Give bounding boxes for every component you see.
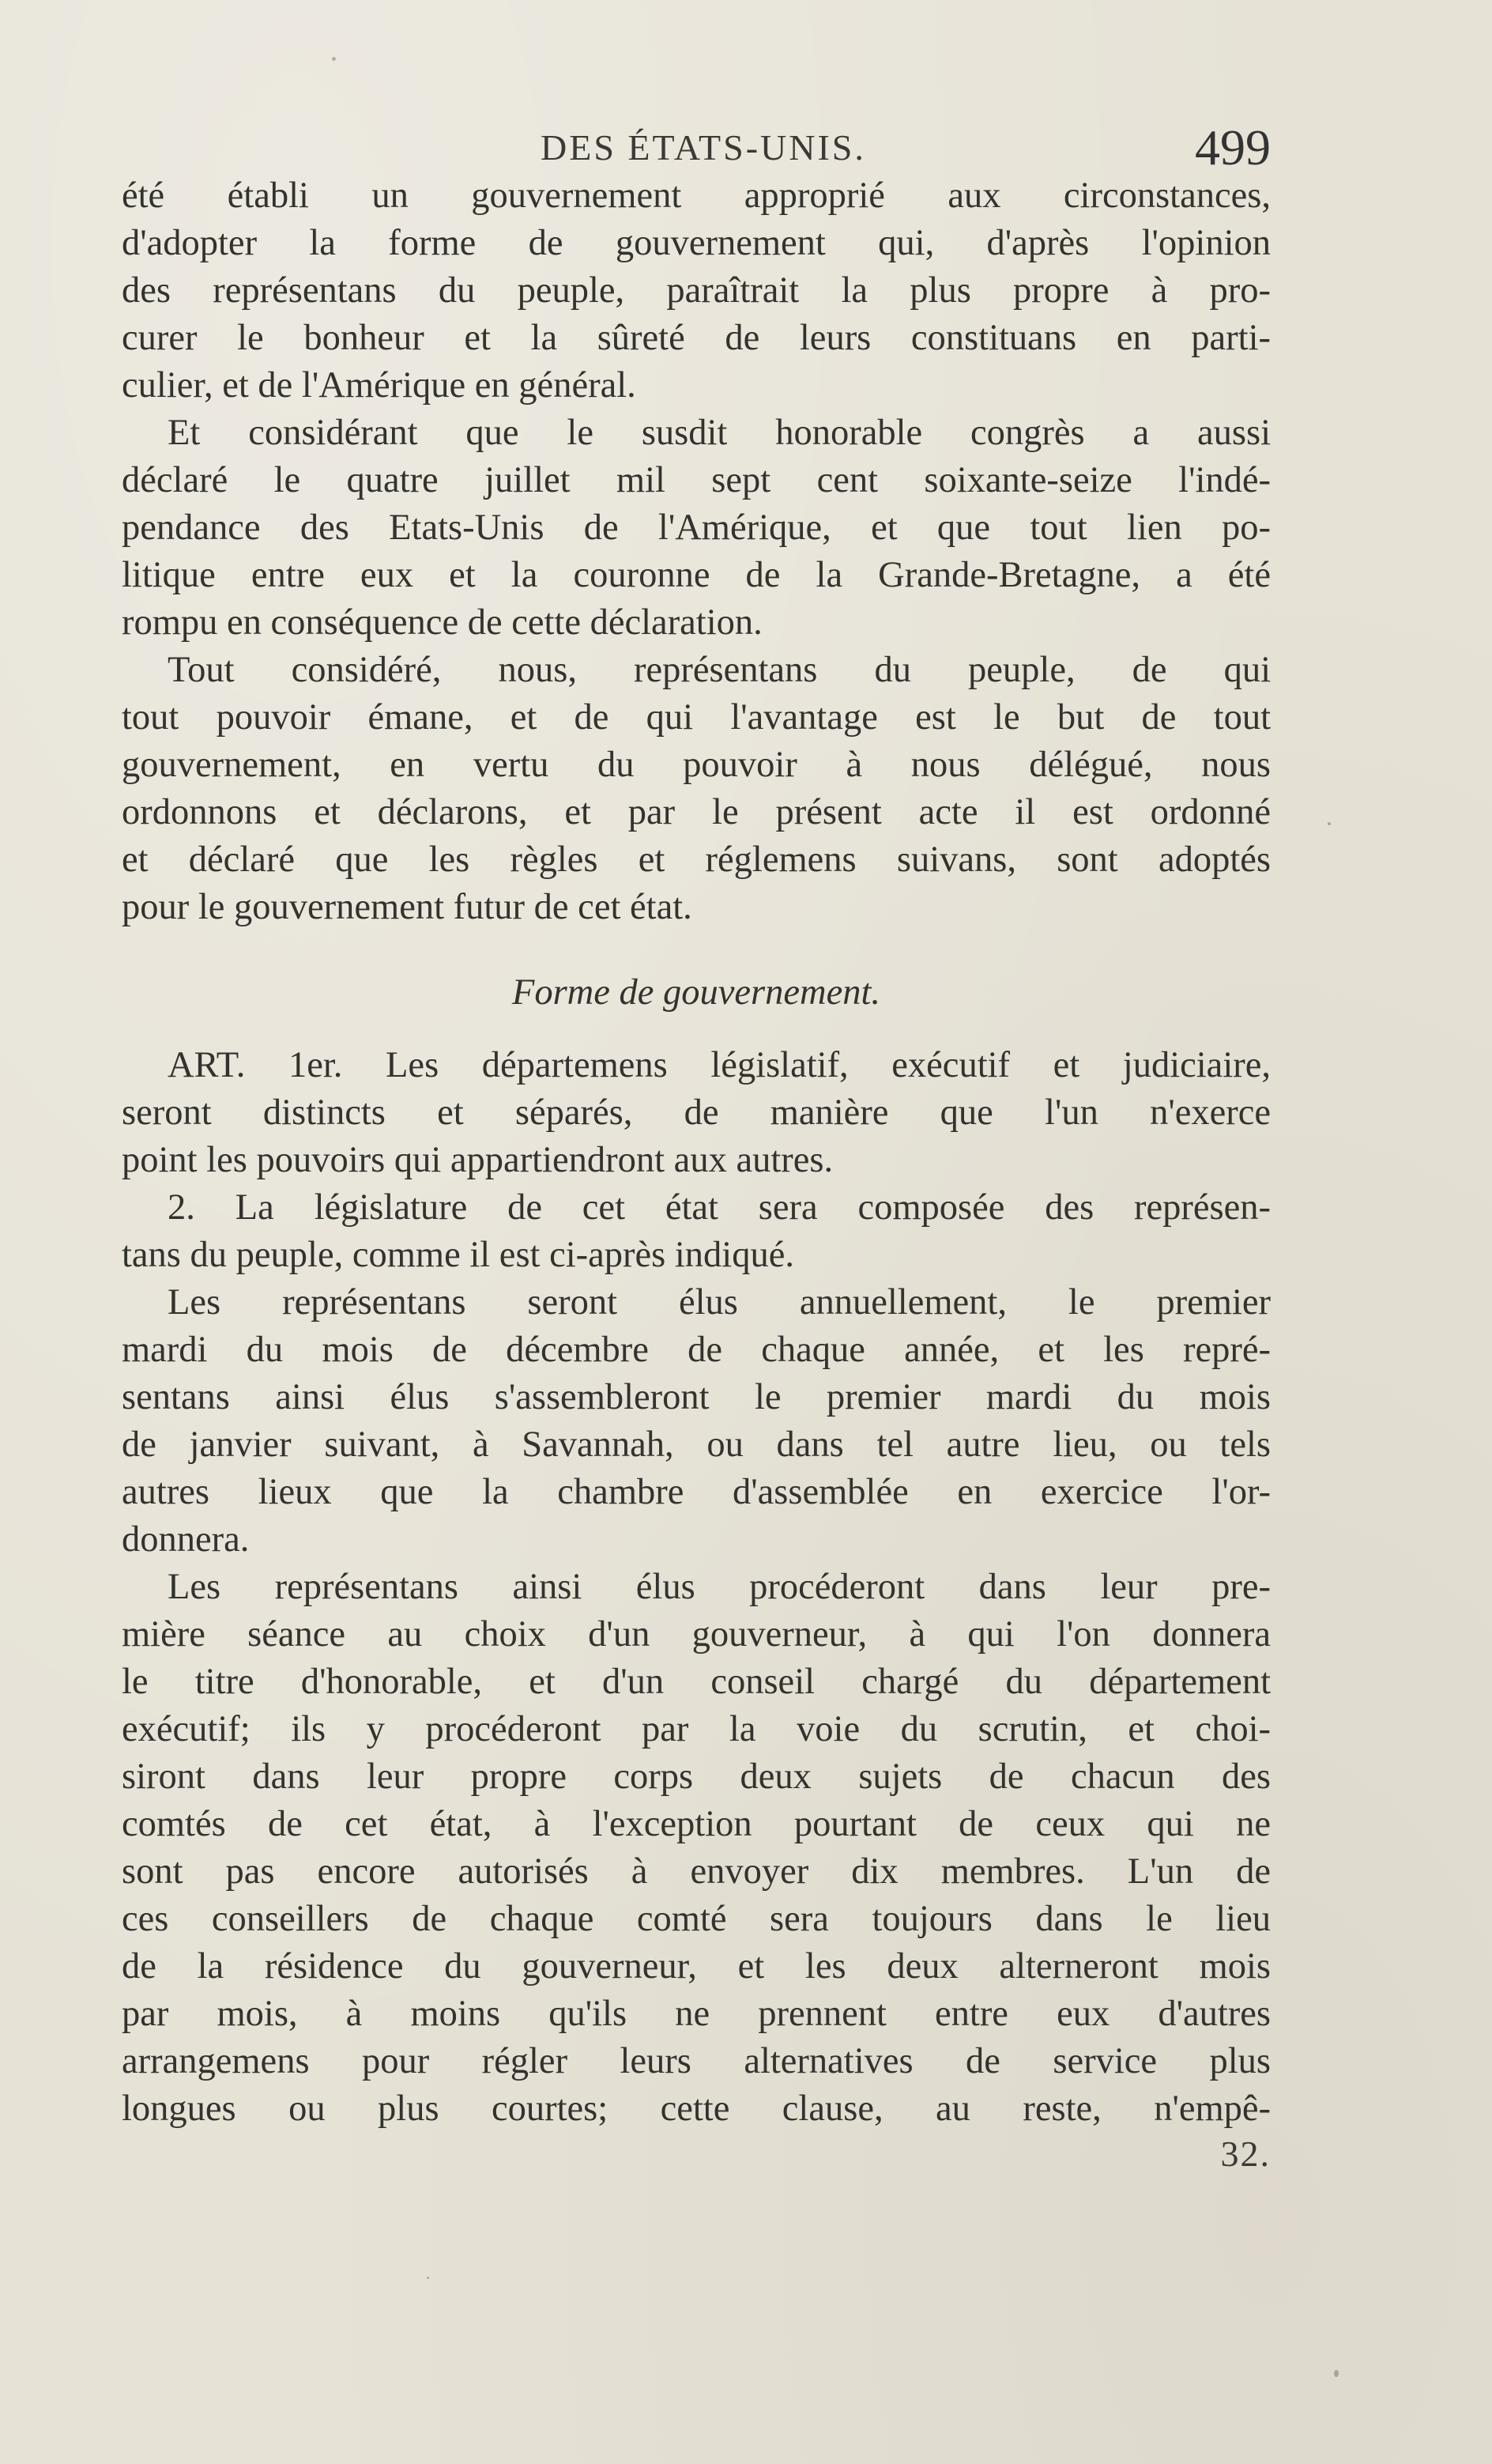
text-line: Et considérant que le susdit honorable congrès a aussi: [168, 413, 1271, 453]
text-line: ordonnons et déclarons, et par le présent acte il est ordonné: [122, 792, 1271, 832]
text-line: ces conseillers de chaque comté sera toujours dans le lieu: [122, 1899, 1271, 1939]
text-line: exécutif; ils y procéderont par la voie du scrutin, et choi-: [122, 1709, 1271, 1749]
text-line: seront distincts et séparés, de manière que l'un n'exerce: [122, 1092, 1271, 1133]
text-line: comtés de cet état, à l'exception pourtant de ceux qui ne: [122, 1804, 1271, 1844]
text-line: sentans ainsi élus s'assembleront le premier mardi du mois: [122, 1377, 1271, 1417]
text-line: rompu en conséquence de cette déclaration.: [122, 602, 763, 643]
text-line: Tout considéré, nous, représentans du peuple, de qui: [168, 650, 1271, 690]
text-line: d'adopter la forme de gouvernement qui, d'après l'opinion: [122, 223, 1271, 263]
text-line: le titre d'honorable, et d'un conseil chargé du département: [122, 1662, 1271, 1702]
text-line: des représentans du peuple, paraîtrait la plus propre à pro-: [122, 270, 1271, 311]
text-line: de janvier suivant, à Savannah, ou dans tel autre lieu, ou tels: [122, 1424, 1271, 1465]
running-head: DES ÉTATS-UNIS.: [541, 127, 866, 168]
text-line: été établi un gouvernement approprié aux circonstances,: [122, 175, 1271, 216]
page-header: [122, 119, 1271, 179]
text-line: tans du peuple, comme il est ci-après indiqué.: [122, 1235, 794, 1275]
text-line: arrangemens pour régler leurs alternatives de service plus: [122, 2041, 1271, 2081]
text-line: déclaré le quatre juillet mil sept cent soixante-seize l'indé-: [122, 460, 1271, 500]
text-line: mière séance au choix d'un gouverneur, à qui l'on donnera: [122, 1614, 1271, 1655]
text-line: gouvernement, en vertu du pouvoir à nous délégué, nous: [122, 745, 1271, 785]
body-text: [122, 172, 1271, 2133]
text-line: autres lieux que la chambre d'assemblée en exercice l'or-: [122, 1472, 1271, 1512]
text-line: pour le gouvernement futur de cet état.: [122, 887, 692, 927]
text-line: litique entre eux et la couronne de la Grande-Bretagne, a été: [122, 555, 1271, 595]
text-line: pendance des Etats-Unis de l'Amérique, et que tout lien po-: [122, 508, 1271, 548]
text-line: par mois, à moins qu'ils ne prennent entre eux d'autres: [122, 1994, 1271, 2034]
text-line: donnera.: [122, 1519, 250, 1560]
page-number: 499: [1195, 119, 1271, 175]
text-line: curer le bonheur et la sûreté de leurs constituans en parti-: [122, 318, 1271, 358]
text-line: longues ou plus courtes; cette clause, au reste, n'empê-: [122, 2089, 1271, 2129]
text-line: de la résidence du gouverneur, et les deux alterneront mois: [122, 1946, 1271, 1987]
text-line: 2. La législature de cet état sera composée des représen-: [168, 1187, 1271, 1228]
paper-speck: [332, 57, 336, 61]
text-line: et déclaré que les règles et réglemens suivans, sont adoptés: [122, 840, 1271, 880]
paper-speck: [1334, 2370, 1339, 2377]
paper-speck: [1328, 822, 1331, 825]
text-line: point les pouvoirs qui appartiendront aux autres.: [122, 1140, 834, 1180]
section-heading: Forme de gouvernement.: [511, 972, 881, 1013]
text-line: Les représentans seront élus annuellement, le premier: [168, 1282, 1271, 1323]
text-line: siront dans leur propre corps deux sujets de chacun des: [122, 1756, 1271, 1797]
text-line: mardi du mois de décembre de chaque année, et les repré-: [122, 1330, 1271, 1370]
paper-speck: [427, 2277, 429, 2279]
text-line: culier, et de l'Amérique en général.: [122, 365, 636, 406]
text-line: tout pouvoir émane, et de qui l'avantage est le but de tout: [122, 697, 1271, 738]
text-line: ART. 1er. Les départemens législatif, exécutif et judiciaire,: [168, 1045, 1271, 1085]
signature-mark: 32.: [1220, 2134, 1271, 2174]
text-line: sont pas encore autorisés à envoyer dix membres. L'un de: [122, 1851, 1271, 1892]
text-line: Les représentans ainsi élus procéderont dans leur pre-: [168, 1567, 1271, 1607]
